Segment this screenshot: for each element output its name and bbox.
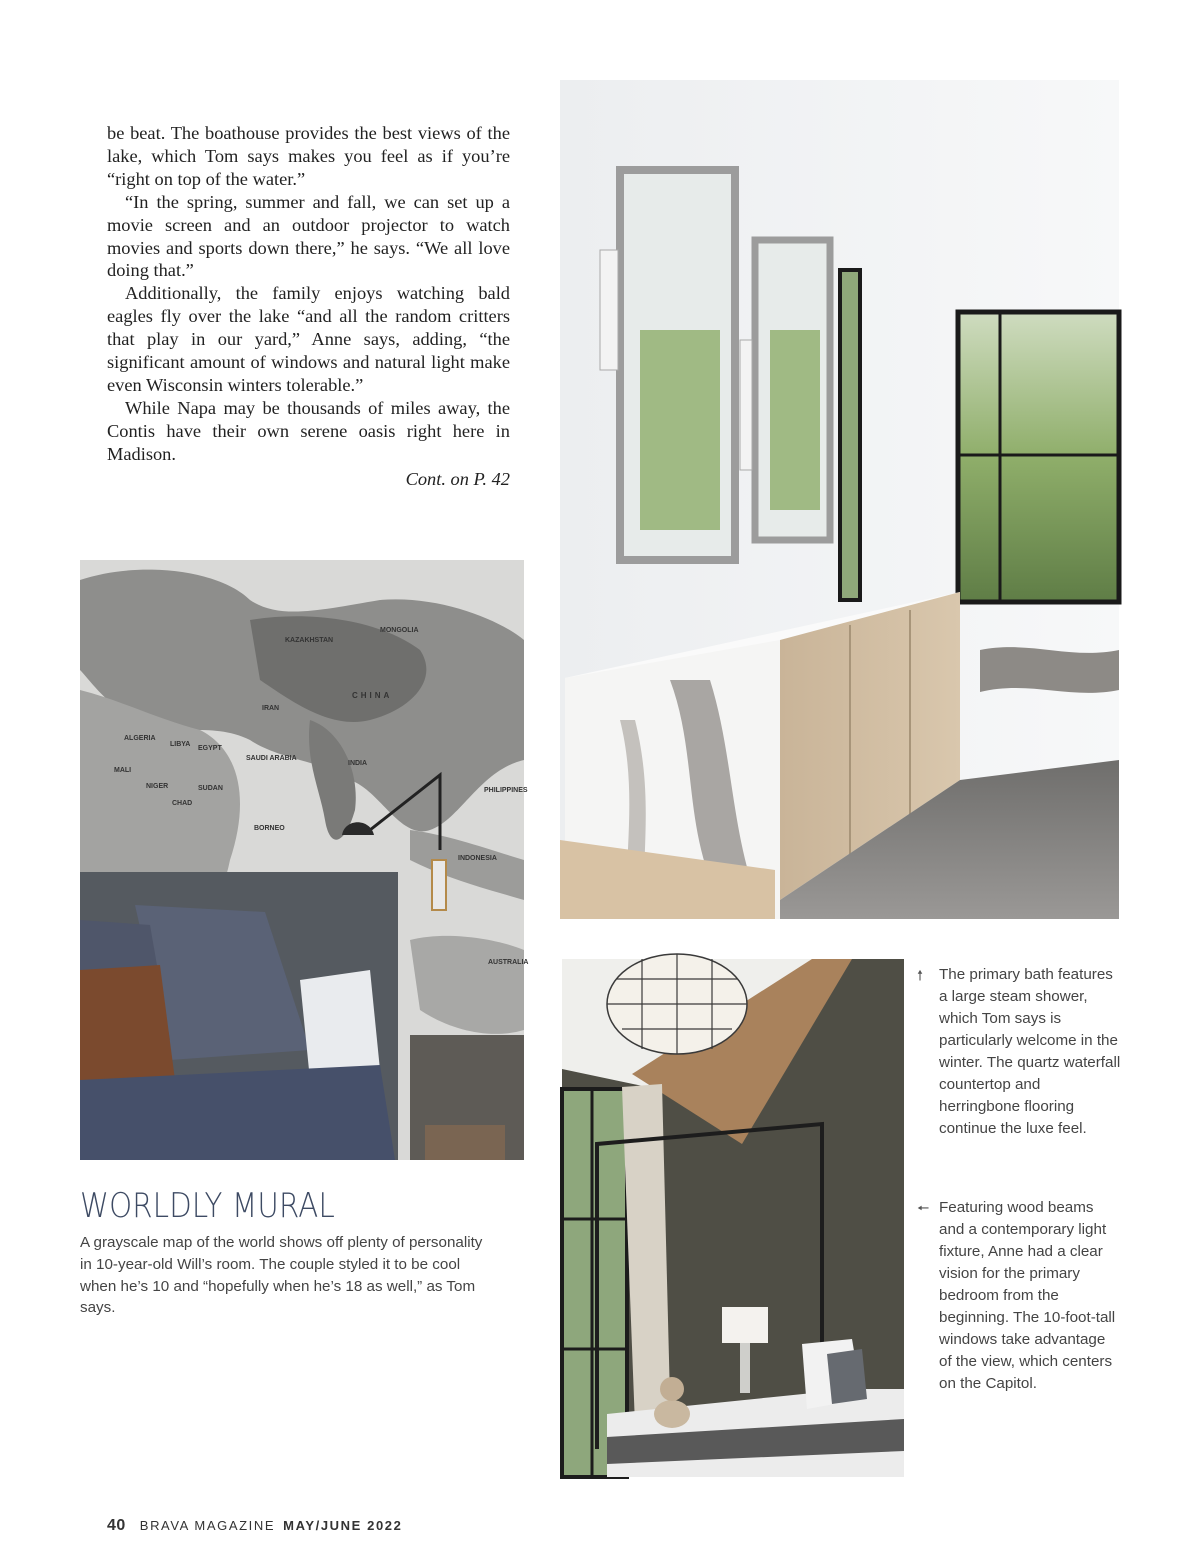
left-arrow-icon: 🠔 xyxy=(917,1200,930,1216)
map-label-china: CHINA xyxy=(352,691,393,700)
mural-caption: A grayscale map of the world shows off plenty of personality in 10-year-old Will’s room. The couple styled it to be cool when he’s 10 and “hopefully when he’s 18 as well,” as Tom says. xyxy=(80,1234,483,1317)
bathroom-photo xyxy=(560,80,1119,919)
map-label-philippines: PHILIPPINES xyxy=(484,787,528,794)
up-arrow-icon: 🠕 xyxy=(917,967,924,983)
map-label-chad: CHAD xyxy=(172,800,193,807)
page-number: 40 xyxy=(107,1517,126,1534)
map-bedroom-photo xyxy=(80,560,529,1160)
map-label-algeria: ALGERIA xyxy=(124,735,156,742)
issue-date: MAY/JUNE 2022 xyxy=(283,1518,403,1533)
map-label-mali: MALI xyxy=(114,767,132,774)
map-label-egypt: EGYPT xyxy=(198,745,222,752)
continued-note: Cont. on P. 42 xyxy=(405,468,510,489)
map-label-mongolia: MONGOLIA xyxy=(380,627,419,634)
story-paragraph-4: While Napa may be thousands of miles away, the Contis have their own serene oasis right here in Madison. xyxy=(107,397,510,464)
bath-caption xyxy=(917,964,1122,1140)
bath-caption-text: The primary bath features a large steam shower, which Tom says is particularly welcome in the winter. The quartz waterfall countertop and herringbone flooring continue the luxe feel. xyxy=(939,966,1121,1137)
map-label-saudi-arabia: SAUDI ARABIA xyxy=(246,755,297,762)
primary-bedroom-photo xyxy=(562,959,904,1477)
story-column xyxy=(107,122,510,491)
story-paragraph-3: Additionally, the family enjoys watching bald eagles fly over the lake “and all the random critters that play in our yard,” Anne says, adding, “the significant amount of windows and natural light make even Wisconsin winters tolerable.” xyxy=(107,283,510,395)
map-label-libya: LIBYA xyxy=(170,741,191,748)
map-label-iran: IRAN xyxy=(262,705,280,712)
mural-title: WORLDLY MURAL xyxy=(80,1186,335,1226)
bedroom-caption-text: Featuring wood beams and a contemporary light fixture, Anne had a clear vision for the primary bedroom from the beginning. The 10-foot-tall windows take advantage of the view, which centers on the Capitol. xyxy=(939,1199,1116,1392)
story-paragraph-2: “In the spring, summer and fall, we can set up a movie screen and an outdoor projector to watch movies and sports down there,” he says. “We all love doing that.” xyxy=(107,191,510,281)
map-label-australia: AUSTRALIA xyxy=(488,959,529,966)
map-label-india: INDIA xyxy=(348,760,368,767)
bedroom-caption xyxy=(917,1197,1122,1395)
map-label-sudan: SUDAN xyxy=(198,785,223,792)
page-footer xyxy=(107,1517,402,1535)
map-label-borneo: BORNEO xyxy=(254,825,285,832)
magazine-name: BRAVA MAGAZINE xyxy=(139,1518,276,1533)
map-label-niger: NIGER xyxy=(146,783,169,790)
map-label-kazakhstan: KAZAKHSTAN xyxy=(285,637,334,644)
map-label-indonesia: INDONESIA xyxy=(458,855,497,862)
story-paragraph-1: be beat. The boathouse provides the best views of the lake, which Tom says makes you feel as if you’re “right on top of the water.” xyxy=(107,123,510,189)
